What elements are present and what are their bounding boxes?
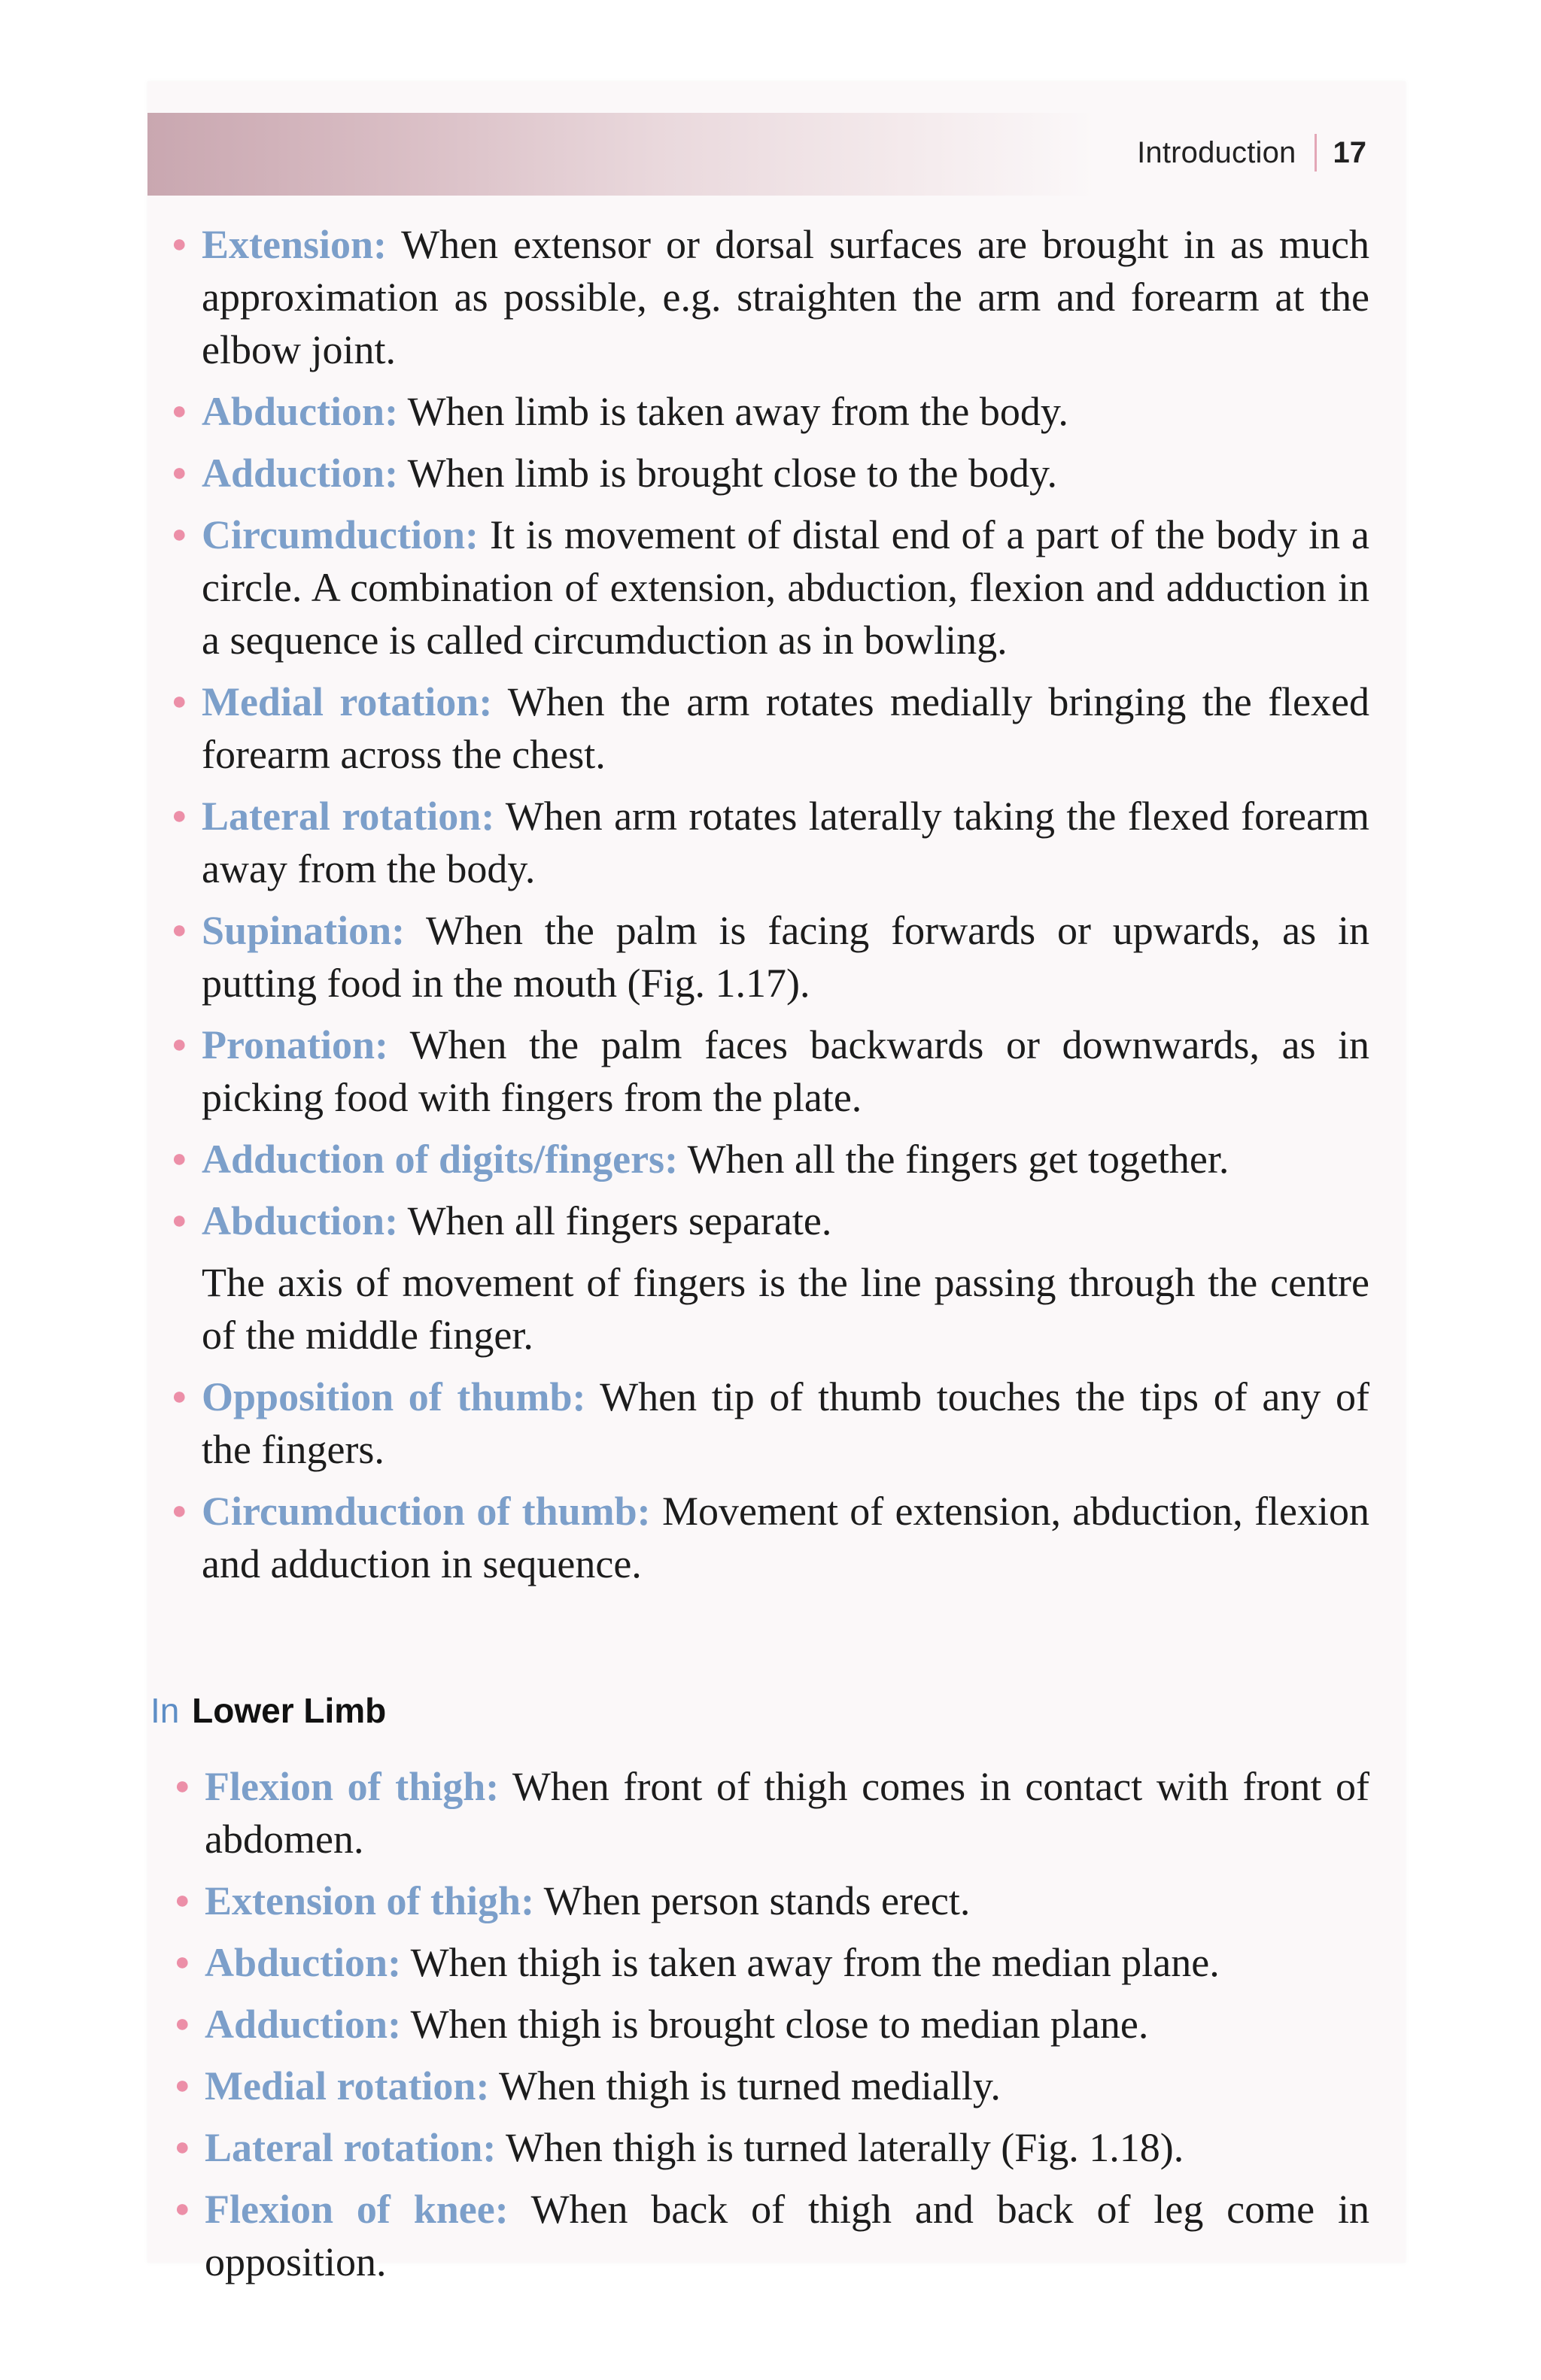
list-item <box>158 1195 1369 1247</box>
section-heading <box>150 1688 1369 1733</box>
item-term: Abduction: <box>202 1198 399 1243</box>
bullet-icon: ● <box>172 916 187 944</box>
list-item <box>158 1760 1369 1865</box>
list-item <box>158 218 1369 376</box>
lower-limb-list <box>158 1760 1369 2288</box>
item-term: Abduction: <box>202 389 399 434</box>
item-text: When thigh is turned medially. <box>498 2063 1001 2108</box>
page-number: 17 <box>1333 135 1366 169</box>
list-item <box>158 2060 1369 2112</box>
list-item <box>158 1133 1369 1185</box>
bullet-icon: ● <box>172 688 187 715</box>
item-term: Flexion of thigh: <box>205 1764 500 1809</box>
item-text: Movement of extension, abduction, flexion and adduction in sequence. <box>202 1489 1369 1586</box>
list-item <box>158 508 1369 666</box>
item-text: When thigh is brought close to median plane. <box>410 2002 1149 2047</box>
bullet-icon: ● <box>172 1031 187 1058</box>
item-term: Medial rotation: <box>202 679 493 724</box>
item-text: When the arm rotates medially bringing the flexed forearm across the chest. <box>202 679 1369 777</box>
list-item <box>158 1018 1369 1124</box>
item-text: When all fingers separate. <box>407 1198 832 1243</box>
item-term: Adduction of digits/fingers: <box>202 1137 679 1182</box>
section-heading-title: Lower Limb <box>192 1691 387 1730</box>
item-text: When back of thigh and back of leg come in opposition. <box>205 2187 1369 2284</box>
upper-limb-list <box>158 218 1369 1247</box>
item-term: Abduction: <box>205 1940 402 1985</box>
bullet-icon: ● <box>172 1383 187 1410</box>
list-item <box>158 2121 1369 2174</box>
list-item <box>158 1875 1369 1927</box>
item-text: When all the fingers get together. <box>687 1137 1229 1182</box>
list-item <box>158 675 1369 781</box>
item-text: When front of thigh comes in contact with front of abdomen. <box>205 1764 1369 1862</box>
item-term: Opposition of thumb: <box>202 1374 586 1419</box>
bullet-icon: ● <box>175 1887 190 1914</box>
bullet-icon: ● <box>172 521 187 548</box>
item-text: When limb is taken away from the body. <box>407 389 1068 434</box>
item-term: Lateral rotation: <box>202 794 495 839</box>
item-term: Pronation: <box>202 1022 389 1067</box>
item-text: When tip of thumb touches the tips of any of the fingers. <box>202 1374 1369 1472</box>
item-term: Extension of thigh: <box>205 1878 535 1923</box>
item-text: When person stands erect. <box>543 1878 971 1923</box>
bullet-icon: ● <box>172 1145 187 1173</box>
item-term: Circumduction of thumb: <box>202 1489 651 1534</box>
item-text: When extensor or dorsal surfaces are brought in as much approximation as possible, e.g. straighten the arm and forearm at the elbow joint. <box>202 222 1369 372</box>
bullet-icon: ● <box>175 2195 190 2223</box>
item-text: It is movement of distal end of a part of the body in a circle. A combination of extension, abduction, flexion and adduction in a sequence is called circumduction as in bowling. <box>202 512 1370 663</box>
item-term: Adduction: <box>202 451 399 496</box>
list-item <box>158 2183 1369 2288</box>
list-item <box>158 904 1369 1009</box>
item-text: When limb is brought close to the body. <box>407 451 1057 496</box>
list-item <box>158 1371 1369 1476</box>
bullet-icon: ● <box>175 1772 190 1800</box>
header-band <box>147 113 1096 196</box>
list-item <box>158 385 1369 438</box>
bullet-icon: ● <box>172 802 187 830</box>
running-head-divider <box>1315 134 1317 172</box>
bullet-icon: ● <box>175 2010 190 2038</box>
bullet-icon: ● <box>172 1497 187 1525</box>
running-head-section: Introduction <box>1137 135 1296 169</box>
thumb-list <box>158 1371 1369 1590</box>
list-item <box>158 1936 1369 1989</box>
item-term: Circumduction: <box>202 512 479 557</box>
bullet-icon: ● <box>175 1948 190 1976</box>
running-head <box>1137 134 1366 172</box>
axis-note: The axis of movement of fingers is the line passing through the centre of the middle finger. <box>202 1260 1369 1358</box>
item-text: When the palm is facing forwards or upwards, as in putting food in the mouth (Fig. 1.17). <box>202 908 1369 1006</box>
bullet-icon: ● <box>172 230 187 258</box>
bullet-icon: ● <box>172 459 187 487</box>
bullet-icon: ● <box>175 2133 190 2161</box>
item-text: When thigh is turned laterally (Fig. 1.18). <box>505 2125 1184 2170</box>
list-item <box>158 790 1369 895</box>
item-text: When arm rotates laterally taking the flexed forearm away from the body. <box>202 794 1369 891</box>
page-content <box>150 218 1370 2297</box>
item-term: Extension: <box>202 222 388 267</box>
item-text: When thigh is taken away from the median plane. <box>410 1940 1220 1985</box>
item-term: Medial rotation: <box>205 2063 490 2108</box>
item-term: Lateral rotation: <box>205 2125 497 2170</box>
bullet-icon: ● <box>172 1207 187 1234</box>
item-term: Supination: <box>202 908 406 953</box>
section-heading-prefix: In <box>150 1691 180 1730</box>
item-term: Flexion of knee: <box>205 2187 509 2232</box>
item-text: When the palm faces backwards or downwards, as in picking food with fingers from the plate. <box>202 1022 1370 1120</box>
list-item <box>158 1998 1369 2051</box>
bullet-icon: ● <box>175 2072 190 2099</box>
list-item <box>158 447 1369 499</box>
bullet-icon: ● <box>172 397 187 425</box>
list-item <box>158 1485 1369 1590</box>
item-term: Adduction: <box>205 2002 402 2047</box>
